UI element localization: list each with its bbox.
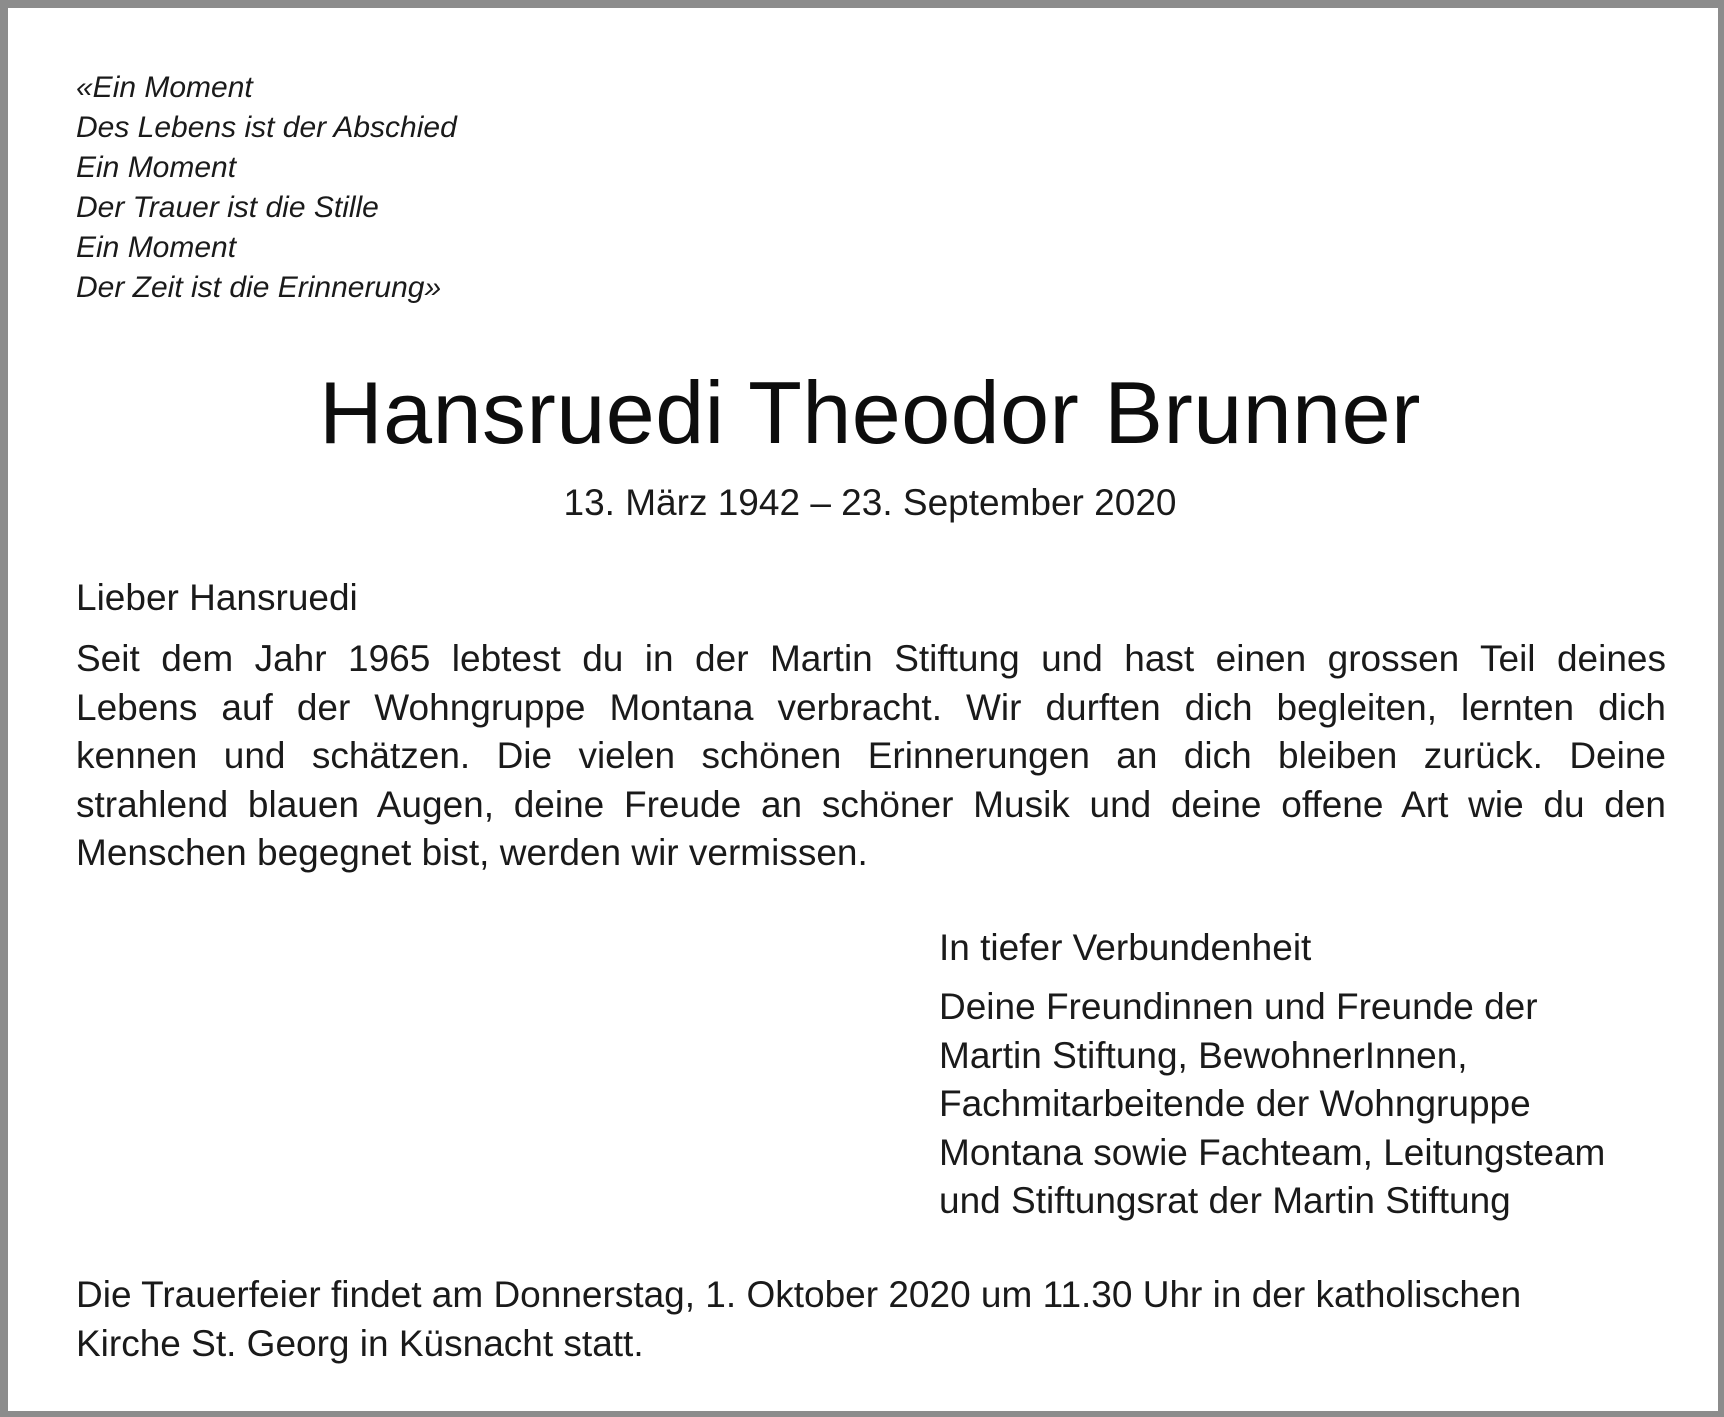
funeral-info <box>76 1271 1636 1368</box>
funeral-line: Kirche St. Georg in Küsnacht statt. <box>76 1322 644 1364</box>
poem-line: «Ein Moment <box>76 71 253 104</box>
poem-line: Ein Moment <box>76 231 237 264</box>
signers <box>939 983 1605 1226</box>
signer-line: Fachmitarbeitende der Wohngruppe <box>939 1083 1531 1124</box>
letter-line: Seit dem Jahr 1965 lebtest du in der Martin Stiftung und hast einen grossen Teil deines <box>76 638 1666 679</box>
letter-body <box>76 635 1666 878</box>
poem-line: Des Lebens ist der Abschied <box>76 111 457 144</box>
letter-greeting: Lieber Hansruedi <box>76 577 358 618</box>
signer-line: und Stiftungsrat der Martin Stiftung <box>939 1180 1511 1221</box>
signer-line: Montana sowie Fachteam, Leitungsteam <box>939 1131 1606 1173</box>
closing-salutation: In tiefer Verbundenheit <box>939 927 1312 968</box>
signer-line: Martin Stiftung, BewohnerInnen, <box>939 1034 1468 1076</box>
poem-line: Der Trauer ist die Stille <box>76 191 379 224</box>
letter-line: Lebens auf der Wohngruppe Montana verbracht. Wir durften dich begleiten, lernten dich <box>76 686 1666 728</box>
deceased-name: Hansruedi Theodor Brunner <box>319 363 1421 462</box>
poem <box>76 68 457 308</box>
letter-line: Menschen begegnet bist, werden wir vermissen. <box>76 832 868 873</box>
letter-line: kennen und schätzen. Die vielen schönen Erinnerungen an dich bleiben zurück. Deine <box>76 735 1666 776</box>
signer-line: Deine Freundinnen und Freunde der <box>939 986 1538 1027</box>
life-dates: 13. März 1942 – 23. September 2020 <box>563 482 1177 523</box>
poem-line: Ein Moment <box>76 151 237 184</box>
funeral-line: Die Trauerfeier findet am Donnerstag, 1. Oktober 2020 um 11.30 Uhr in der katholischen <box>76 1274 1522 1315</box>
letter-line: strahlend blauen Augen, deine Freude an schöner Musik und deine offene Art wie du den <box>76 783 1666 825</box>
poem-line: Der Zeit ist die Erinnerung» <box>76 271 442 304</box>
